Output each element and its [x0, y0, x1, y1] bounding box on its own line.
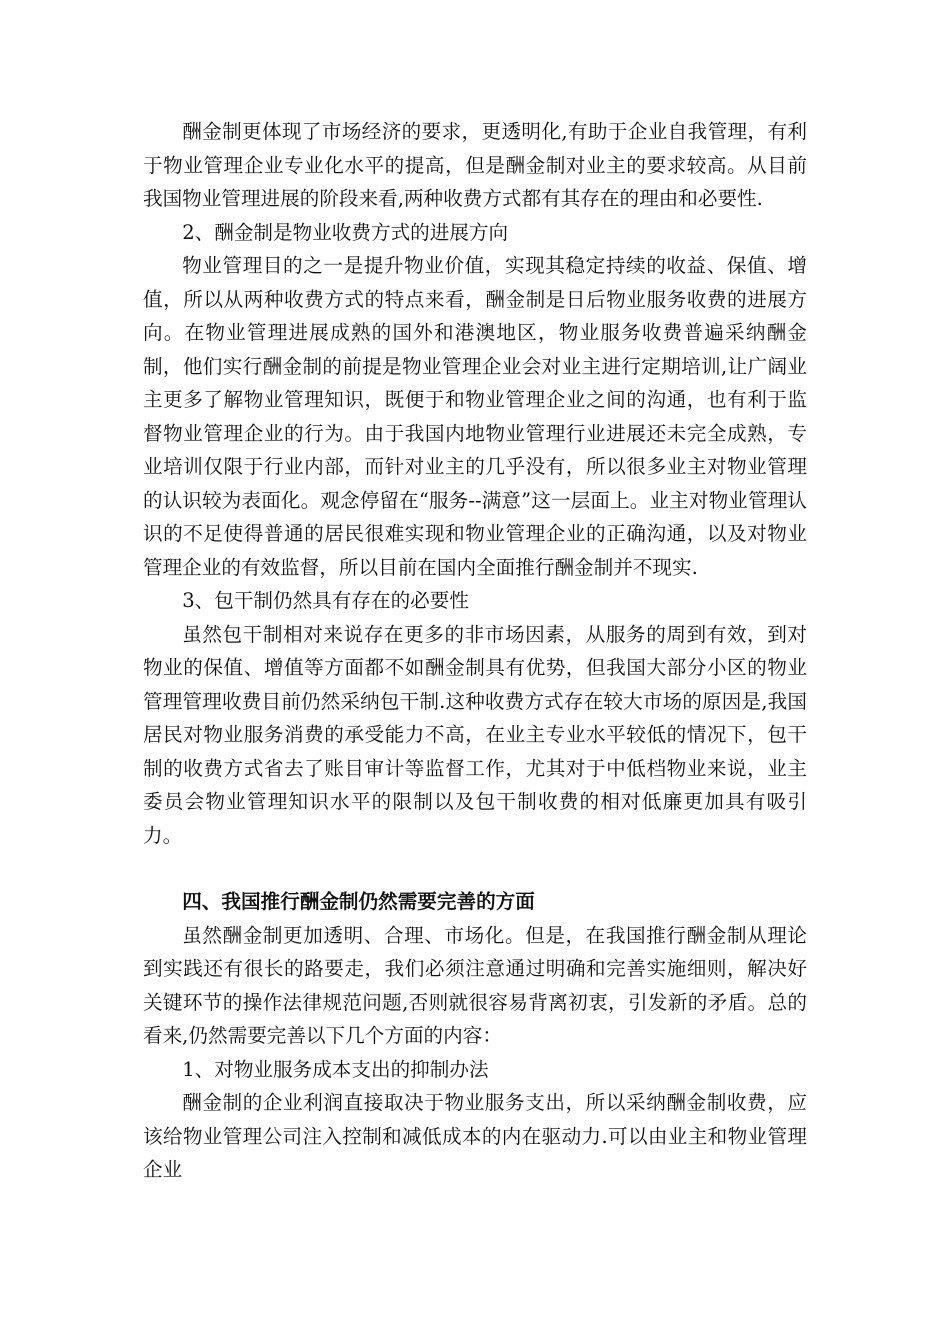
subheading-lump-sum-necessity: 3、包干制仍然具有存在的必要性 [182, 589, 469, 612]
paragraph-fee-system-transparency: 酬金制更体现了市场经济的要求，更透明化,有助于企业自我管理，有利于物业管理企业专业化水平的提高，但是酬金制对业主的要求较高。从目前我国物业管理进展的阶段来看,两种收费方式都有其存在的理由和必要性. [143, 120, 807, 210]
document-body [143, 115, 807, 1187]
subheading-cost-control: 1、对物业服务成本支出的抑制办法 [182, 1057, 489, 1081]
paragraph-improvement-needs: 虽然酬金制更加透明、合理、市场化。但是，在我国推行酬金制从理论到实践还有很长的路要走，我们必须注意通过明确和完善实施细则，解决好关键环节的操作法律规范问题,否则就很容易背离初衷，引发新的矛盾。总的看来,仍然需要完善以下几个方面的内容： [143, 923, 807, 1047]
paragraph-property-value: 物业管理目的之一是提升物业价值，实现其稳定持续的收益、保值、增值，所以从两种收费方式的特点来看，酬金制是日后物业服务收费的进展方向。在物业管理进展成熟的国外和港澳地区，物业服务收费普遍采纳酬金制，他们实行酬金制的前提是物业管理企业会对业主进行定期培训,让广阔业主更多了解物业管理知识，既便于和物业管理企业之间的沟通，也有利于监督物业管理企业的行为。由于我国内地物业管理行业进展还未完全成熟，专业培训仅限于行业内部，而针对业主的几乎没有，所以很多业主对物业管理的认识较为表面化。观念停留在“服务--满意”这一层面上。业主对物业管理认识的不足使得普通的居民很难实现和物业管理企业的正确沟通，以及对物业管理企业的有效监督，所以目前在国内全面推行酬金制并不现实. [143, 254, 807, 579]
paragraph-cost-control: 酬金制的企业利润直接取决于物业服务支出，所以采纳酬金制收费，应该给物业管理公司注入控制和减低成本的内在驱动力.可以由业主和物业管理企业 [143, 1091, 807, 1181]
subheading-fee-system-direction: 2、酬金制是物业收费方式的进展方向 [182, 220, 509, 244]
section-heading: 四、我国推行酬金制仍然需要完善的方面 [182, 890, 535, 913]
paragraph-lump-sum-market: 虽然包干制相对来说存在更多的非市场因素，从服务的周到有效，到对物业的保值、增值等方面都不如酬金制具有优势，但我国大部分小区的物业管理管理收费目前仍然采纳包干制.这种收费方式存在较大市场的原因是,我国居民对物业服务消费的承受能力不高，在业主专业水平较低的情况下，包干制的收费方式省去了账目审计等监督工作，尤其对于中低档物业来说，业主委员会物业管理知识水平的限制以及包干制收费的相对低廉更加具有吸引力。 [143, 622, 807, 847]
